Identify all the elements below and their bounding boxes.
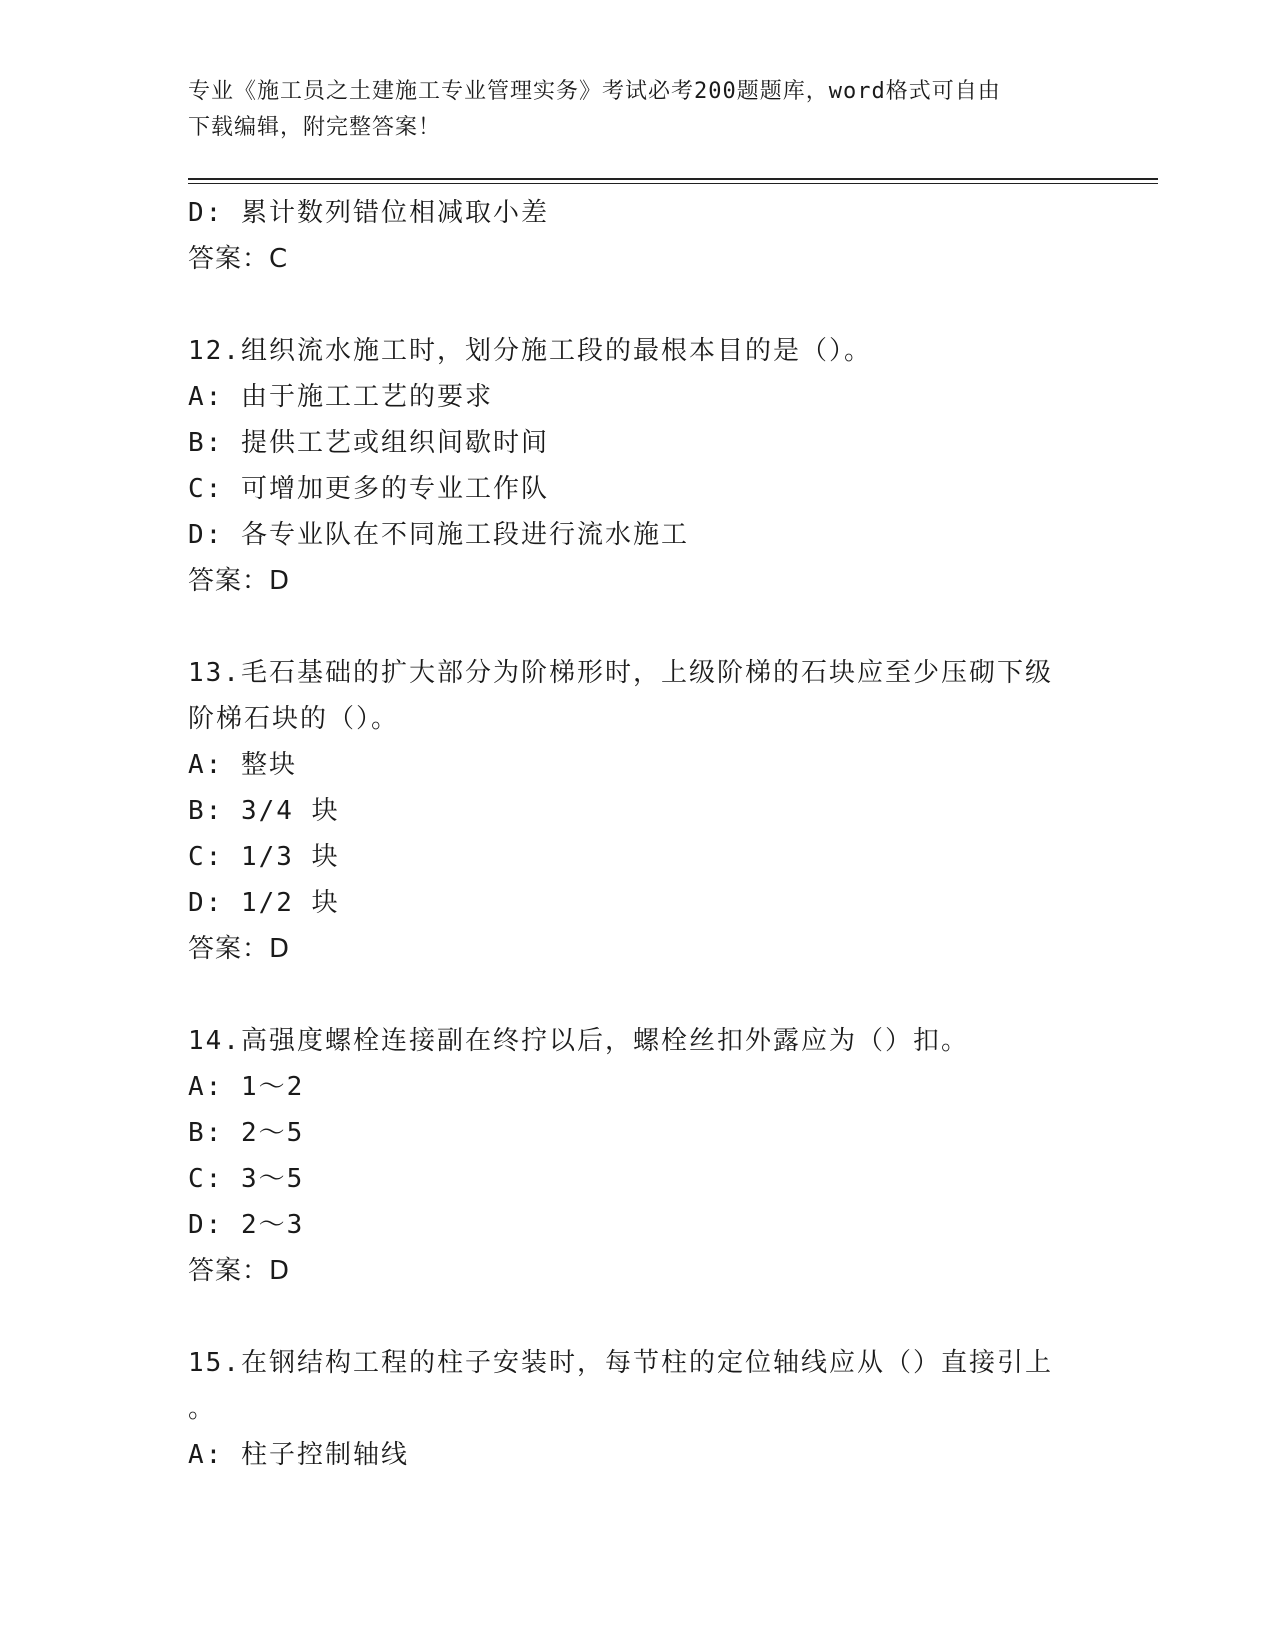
document-header — [188, 74, 1088, 146]
option-d: D: 累计数列错位相减取小差 — [188, 198, 549, 228]
question-stem: 12.组织流水施工时，划分施工段的最根本目的是（）。 — [188, 336, 872, 366]
option-c: C: 可增加更多的专业工作队 — [188, 474, 549, 504]
option-d: D: 1/2 块 — [188, 888, 340, 918]
answer-line: 答案：D — [188, 1256, 291, 1286]
header-title-line-2: 下载编辑，附完整答案！ — [188, 115, 442, 140]
question-list — [188, 190, 1088, 1478]
option-b: B: 2～5 — [188, 1118, 305, 1148]
answer-line: 答案：D — [188, 566, 291, 596]
header-rule-thin — [188, 183, 1158, 184]
spacer — [188, 604, 1088, 650]
question-stem: 14.高强度螺栓连接副在终拧以后，螺栓丝扣外露应为（）扣。 — [188, 1026, 969, 1056]
option-c: C: 3～5 — [188, 1164, 305, 1194]
question-block — [188, 1340, 1088, 1478]
question-block — [188, 328, 1088, 604]
option-a: A: 1～2 — [188, 1072, 305, 1102]
question-block — [188, 650, 1088, 972]
header-rule-thick — [188, 178, 1158, 180]
spacer — [188, 1294, 1088, 1340]
header-title-line-1: 专业《施工员之土建施工专业管理实务》考试必考200题题库，word格式可自由 — [188, 79, 1001, 104]
option-c: C: 1/3 块 — [188, 842, 340, 872]
question-block — [188, 1018, 1088, 1294]
question-stem-continued: 。 — [188, 1394, 217, 1424]
option-d: D: 各专业队在不同施工段进行流水施工 — [188, 520, 689, 550]
spacer — [188, 972, 1088, 1018]
option-a: A: 柱子控制轴线 — [188, 1440, 409, 1470]
option-b: B: 3/4 块 — [188, 796, 340, 826]
option-b: B: 提供工艺或组织间歇时间 — [188, 428, 549, 458]
option-a: A: 整块 — [188, 750, 297, 780]
spacer — [188, 282, 1088, 328]
question-stem: 15.在钢结构工程的柱子安装时，每节柱的定位轴线应从（）直接引上 — [188, 1348, 1053, 1378]
answer-line: 答案：D — [188, 934, 291, 964]
question-stem: 13.毛石基础的扩大部分为阶梯形时，上级阶梯的石块应至少压砌下级 — [188, 658, 1053, 688]
option-a: A: 由于施工工艺的要求 — [188, 382, 493, 412]
answer-line: 答案：C — [188, 244, 289, 274]
question-stem-continued: 阶梯石块的（）。 — [188, 704, 400, 734]
option-d: D: 2～3 — [188, 1210, 305, 1240]
